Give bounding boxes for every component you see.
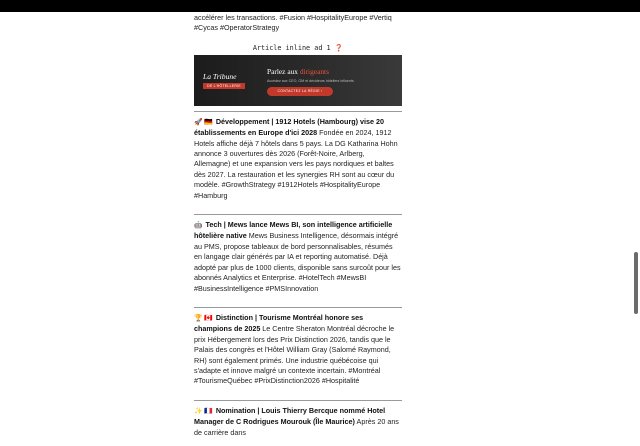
page-scrollbar[interactable] (632, 12, 640, 416)
divider (194, 214, 402, 215)
browser-top-bar (0, 0, 640, 12)
ad-headline-accent: dirigeants (299, 66, 329, 76)
news-item-headline: Développement | 1912 Hotels (Hambourg) vise 20 établissements en Europe d'ici 2028 (194, 116, 385, 138)
article-column (194, 12, 402, 446)
ad-logo-name: La Tribune (203, 71, 237, 81)
ad-label: Article inline ad 1 ❓ (252, 43, 344, 52)
news-item (194, 313, 402, 395)
ad-logo-tag: DE L'HÔTELLERIE (203, 83, 245, 89)
intro-paragraph: accélérer les transactions. #Fusion #HospitalityEurope #Vertiq #Cycas #OperatorStrategy (194, 13, 392, 33)
news-item-body: Mews Business Intelligence, désormais intégré au PMS, propose tableaux de bord personnalisables, résumés en langage clair générés par IA et reporting automatisé. Déjà adopté par plus de 1000 clients, disponible sans surcoût pour les abonnés Analytics et Enterprise. #HotelTech #MewsBI #BusinessIntelligence #PMSInnovation (194, 231, 401, 293)
news-item-body: Après 20 ans de carrière dans (194, 417, 399, 437)
scrollbar-thumb[interactable] (634, 252, 638, 314)
ad-headline-prefix: Parlez aux (267, 66, 300, 76)
news-item-body: Le Centre Sheraton Montréal décroche le prix Hébergement lors des Prix Distinction 2026, tandis que le Palais des congrès et l'Hôtel William Gray (Salomé Raymond, RH) sont également primés. Une industrie québécoise qui s'adapte et innove malgré un contexte incertain. #Montréal #TourismeQuébec #PrixDistinction2026 #Hospitalité (194, 324, 395, 386)
news-item-headline: Tech | Mews lance Mews BI, son intelligence artificielle hôtelière native (194, 220, 393, 241)
divider (194, 400, 402, 401)
ad-banner[interactable] (194, 55, 402, 106)
ad-logo (203, 72, 245, 89)
ad-subline: Accédez aux CEO, GM et décideurs hôteliers influents. (267, 78, 355, 83)
news-item-body: Fondée en 2024, 1912 Hotels affiche déjà 7 hôtels dans 5 pays. La DG Katharina Hohn annonce 3 ouvertures dès 2026 (Forêt-Noire, Arlberg, Allemagne) et une expansion vers les pays nordiques et baltes dès 2027. La restauration et les synergies RH sont au cœur du modèle. #GrowthStrategy #1912Hotels #HospitalityEurope #Hamburg (194, 128, 398, 200)
sparkles-flag-icon: ✨ 🇫🇷 (194, 407, 213, 415)
news-item (194, 220, 402, 302)
news-item-headline: Nomination | Louis Thierry Bercque nommé Hotel Manager de C Rodrigues Mourouk (Île Maurice) (194, 405, 386, 427)
robot-icon: 🤖 (194, 222, 203, 230)
news-item-headline: Distinction | Tourisme Montréal honore ses champions de 2025 (194, 312, 364, 334)
trophy-flag-icon: 🏆 🇨🇦 (194, 314, 213, 322)
news-item (194, 406, 402, 446)
rocket-flag-icon: 🚀 🇩🇪 (194, 118, 213, 126)
divider (194, 111, 402, 112)
ad-headline (267, 67, 329, 76)
ad-cta-button[interactable]: CONTACTEZ LA RÉGIE › (267, 87, 333, 96)
news-item (194, 117, 402, 209)
divider (194, 307, 402, 308)
